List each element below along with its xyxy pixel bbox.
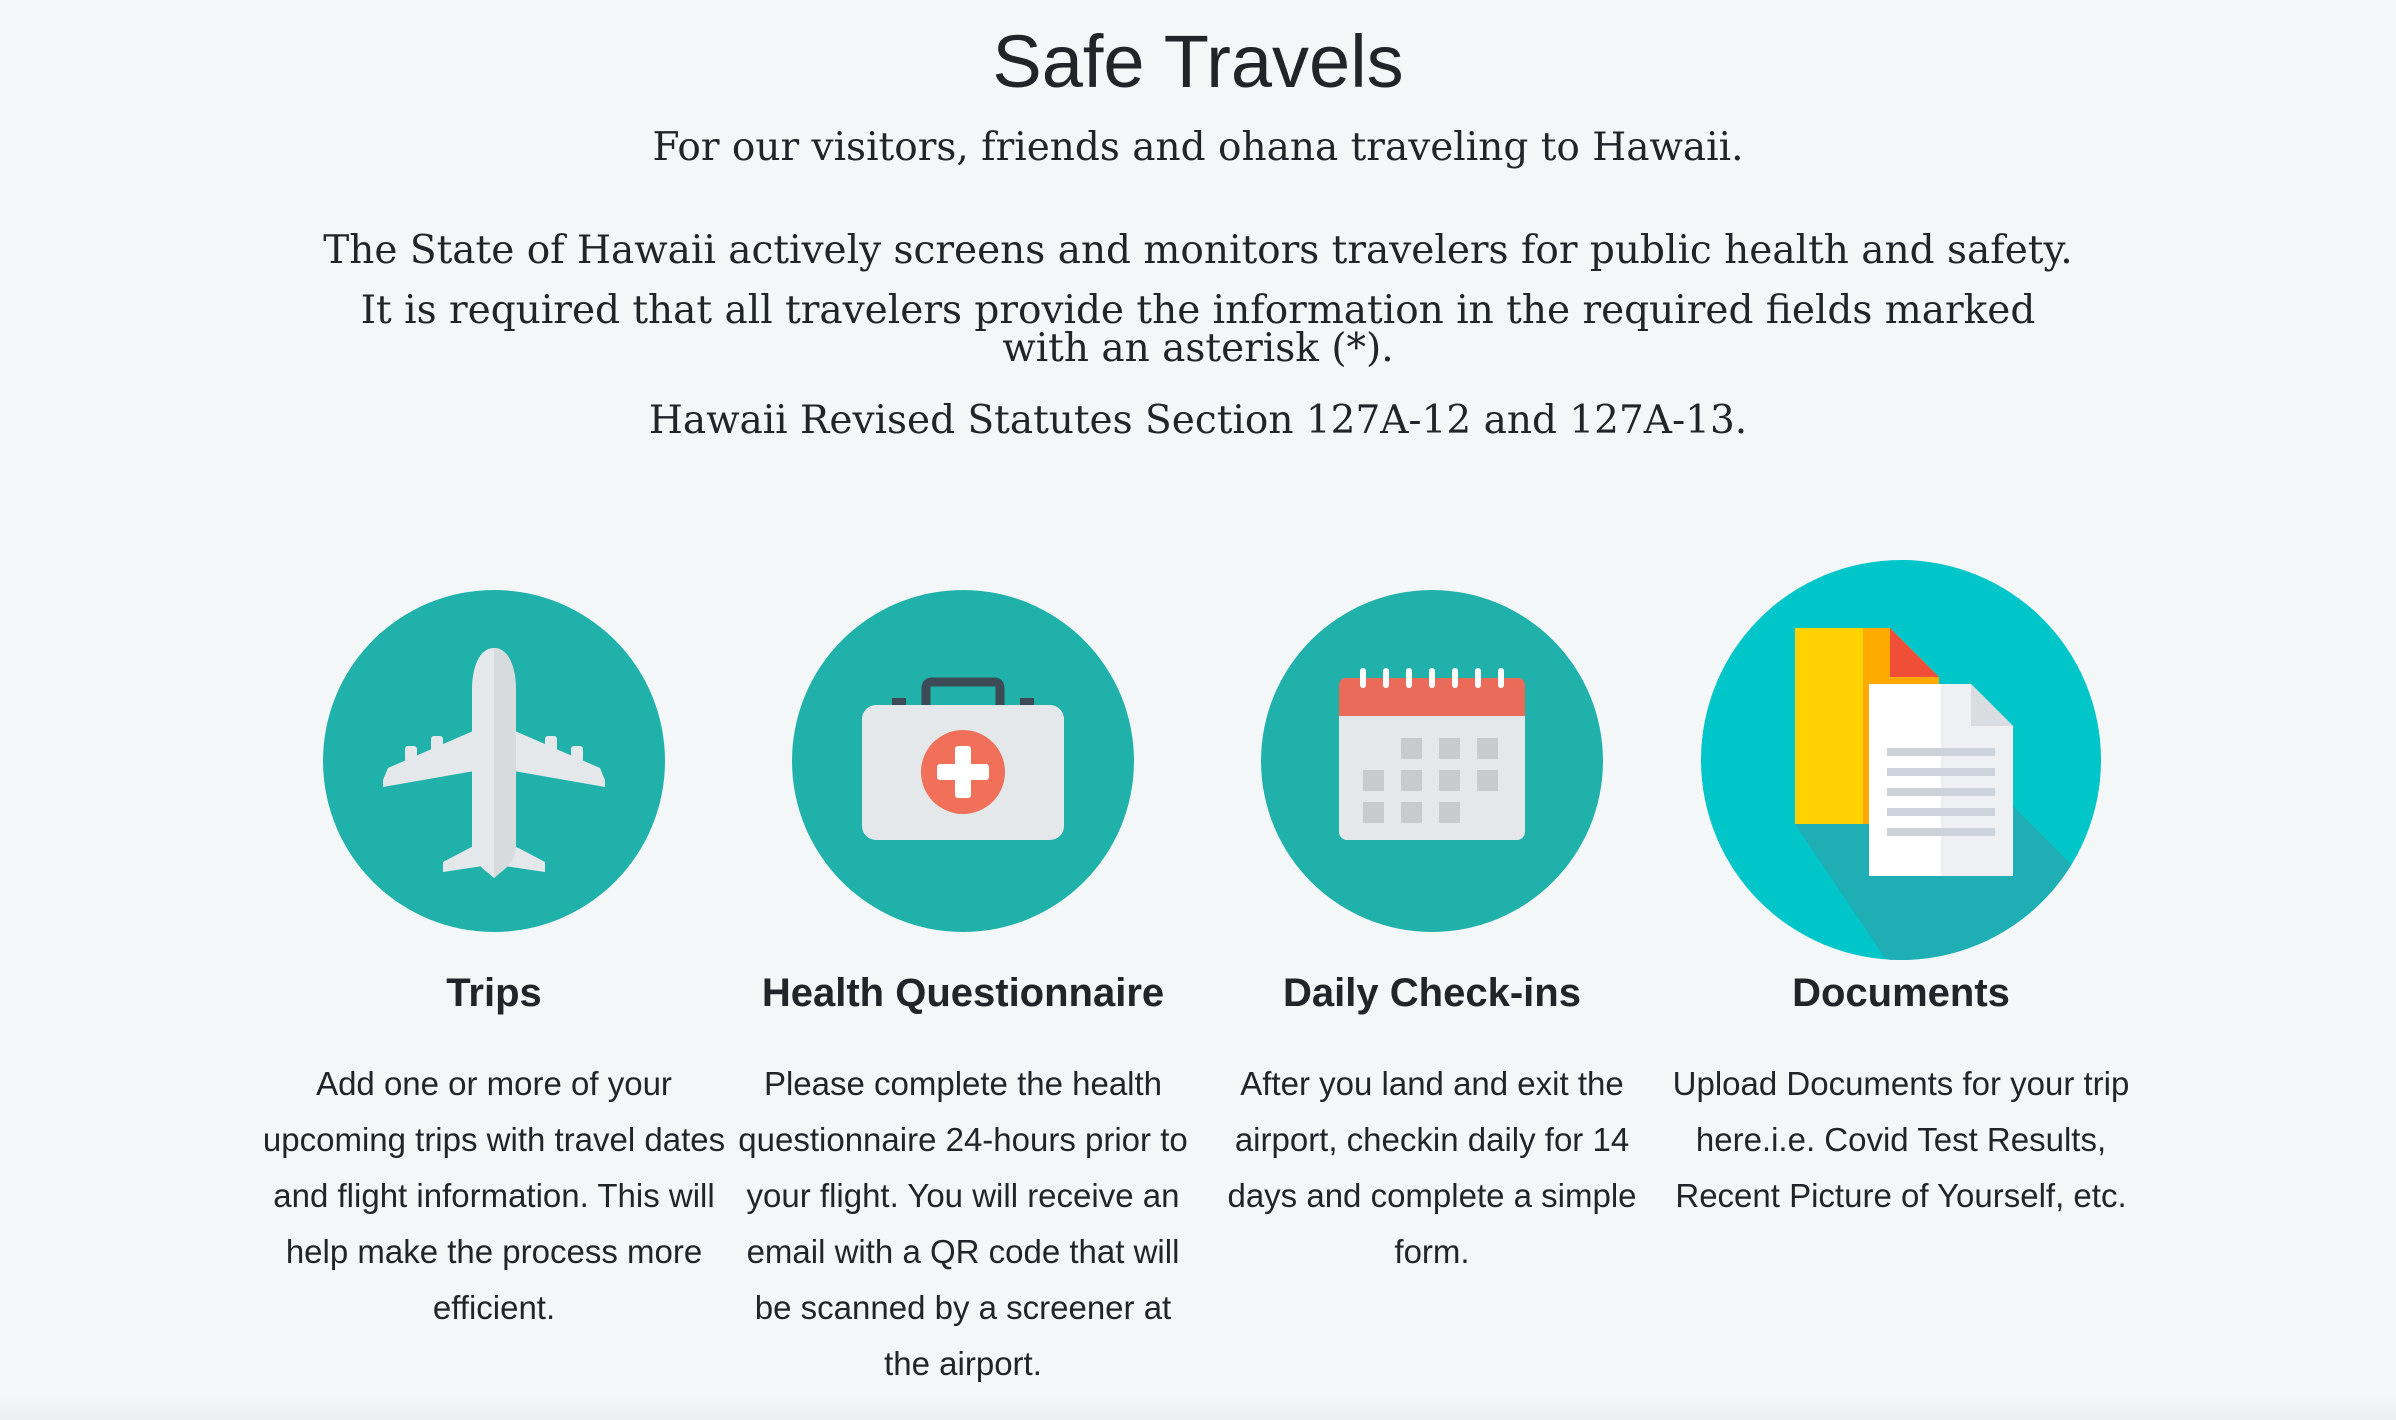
statutes-note: Hawaii Revised Statutes Section 127A-12 and 127A-13. [648,398,1748,443]
trips-description: Add one or more of your upcoming trips with travel dates and flight information. This will help make the process more efficient. [262,1065,726,1326]
daily-checkins-title[interactable]: Daily Check-ins [1283,971,1581,1015]
documents-icon[interactable] [1666,560,2136,960]
page-title: Safe Travels [992,20,1404,103]
screening-note: The State of Hawaii actively screens and monitors travelers for public health and safety. [323,228,2073,273]
documents-description: Upload Documents for your trip here.i.e. Covid Test Results, Recent Picture of Yourself, etc. [1672,1065,2130,1214]
health-questionnaire-description: Please complete the health questionnaire 24-hours prior to your flight. You will receive an email with a QR code that will be scanned by a screener at the airport. [738,1065,1188,1382]
airplane-icon[interactable] [259,560,729,960]
documents-title[interactable]: Documents [1792,971,2010,1015]
daily-checkins-description: After you land and exit the airport, checkin daily for 14 days and complete a simple form. [1227,1065,1637,1270]
page-bottom-shade [0,1394,2396,1420]
calendar-icon[interactable] [1197,560,1667,960]
required-fields-note: It is required that all travelers provide the information in the required fields marked with an asterisk (*). [360,288,2036,371]
trips-title[interactable]: Trips [446,971,542,1015]
first-aid-kit-icon[interactable] [728,560,1198,960]
health-questionnaire-title[interactable]: Health Questionnaire [761,971,1165,1015]
page-subtitle: For our visitors, friends and ohana traveling to Hawaii. [652,125,1744,170]
